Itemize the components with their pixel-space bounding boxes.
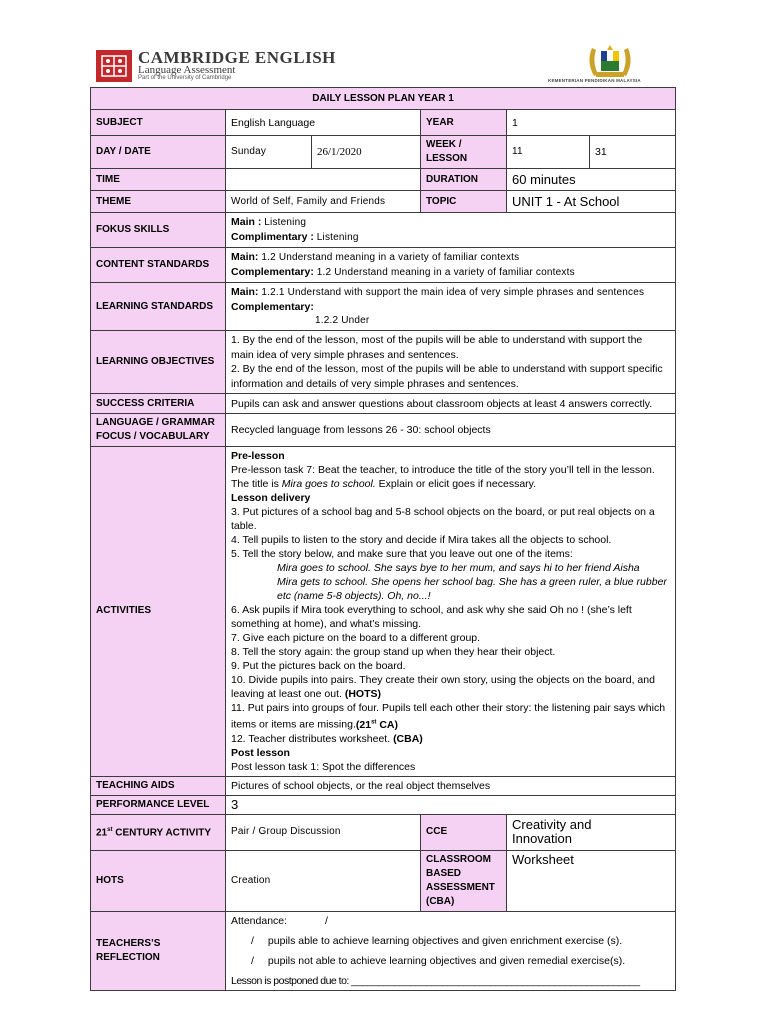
ministry-crest-icon — [582, 44, 638, 80]
time-value — [226, 169, 421, 191]
post-lesson-heading: Post lesson — [231, 746, 290, 759]
language-value: Recycled language from lessons 26 - 30: school objects — [226, 414, 676, 447]
step-10: 10. Divide pupils into pairs. They create their own story, using the objects on the board, and — [231, 674, 655, 686]
performance-label: PERFORMANCE LEVEL — [91, 795, 226, 814]
reflection-slash-2: / — [251, 954, 254, 967]
skills-comp-label: Complimentary : — [231, 231, 314, 243]
success-label: SUCCESS CRITERIA — [91, 394, 226, 414]
cce-value-1: Creativity and — [512, 817, 592, 832]
week-value: 11 — [507, 136, 590, 169]
org-subtitle: Language Assessment — [138, 64, 236, 76]
language-label-2: FOCUS / VOCABULARY — [96, 431, 210, 442]
cambridge-crest-icon — [96, 50, 132, 82]
hots-tag: (HOTS) — [344, 688, 382, 700]
century-label-a: 21 — [96, 827, 108, 839]
postponed-line: Lesson is postponed due to: ______________________________________________________ — [231, 974, 640, 987]
step-6: 6. Ask pupils if Mira took everything to school, and ask why she said Oh no ! (she’s left — [231, 604, 632, 616]
content-main-label: Main: — [231, 251, 259, 263]
plan-title: DAILY LESSON PLAN YEAR 1 — [91, 88, 676, 110]
pre-title-a: The title is — [231, 478, 279, 490]
pre-lesson-heading: Pre-lesson — [231, 450, 285, 462]
year-value: 1 — [507, 110, 676, 136]
time-label: TIME — [91, 169, 226, 191]
duration-value: 60 minutes — [507, 169, 676, 191]
cba-tag: (CBA) — [393, 732, 423, 745]
skills-label: FOKUS SKILLS — [91, 213, 226, 248]
story-line-3: etc (name 5-8 objects). Oh, no...! — [277, 590, 431, 602]
duration-label: DURATION — [421, 169, 507, 191]
content-label: CONTENT STANDARDS — [91, 248, 226, 283]
story-line-2: Mira gets to school. She opens her school bag. She has a green ruler, a blue rubber — [277, 576, 667, 588]
learning-main-label: Main: — [231, 286, 259, 298]
step-8: 8. Tell the story again: the group stand up when they hear their object. — [231, 646, 556, 658]
aids-value: Pictures of school objects, or the real object themselves — [226, 776, 676, 795]
activities-label: ACTIVITIES — [91, 447, 226, 777]
step-3-cont: table. — [231, 520, 257, 532]
pre-title-b: Explain or elicit goes if necessary. — [378, 478, 537, 490]
cce-value-2: Innovation — [512, 831, 572, 846]
learning-comp-label: Complementary: — [231, 301, 314, 313]
ministry-name: KEMENTERIAN PENDIDIKAN MALAYSIA — [548, 78, 641, 83]
day-value: Sunday — [226, 136, 312, 169]
content-comp: 1.2 Understand meaning in a variety of familiar contexts — [316, 267, 575, 278]
activities-value — [226, 447, 676, 777]
skills-main: Listening — [264, 217, 307, 228]
skills-comp: Listening — [316, 232, 359, 243]
date-value: 26/1/2020 — [312, 136, 421, 169]
delivery-heading: Lesson delivery — [231, 492, 311, 504]
objectives-value — [226, 331, 676, 394]
reflection-value — [226, 911, 676, 990]
theme-label: THEME — [91, 191, 226, 213]
step-3: 3. Put pictures of a school bag and 5-8 school objects on the board, or put real objects on a — [231, 506, 655, 518]
obj2-most: most — [361, 364, 384, 375]
content-comp-label: Complementary: — [231, 266, 314, 278]
lesson-value: 31 — [590, 136, 676, 169]
ca-tag-b: CA) — [376, 718, 398, 731]
cce-value — [507, 814, 676, 850]
post-lesson-task: Post lesson task 1: Spot the differences — [231, 760, 416, 773]
obj1-cont: main idea of very simple phrases and sentences. — [231, 349, 459, 361]
step-7: 7. Give each picture on the board to a different group. — [231, 632, 481, 644]
skills-main-label: Main : — [231, 216, 262, 228]
step-6-cont: something at home), and what’s missing. — [231, 618, 422, 630]
step-12: 12. Teacher distributes worksheet. — [231, 732, 391, 745]
obj2-start: 2. By the end of the lesson, — [231, 363, 359, 375]
obj1-start: 1. By the end of the lesson, — [231, 334, 359, 346]
step-10-cont: leaving at least one out. — [231, 688, 342, 700]
learning-value — [226, 283, 676, 331]
performance-value: 3 — [226, 795, 676, 814]
obj1-end: of the pupils will be able to understand with support the — [386, 334, 643, 346]
objectives-label: LEARNING OBJECTIVES — [91, 331, 226, 394]
success-value: Pupils can ask and answer questions about classroom objects at least 4 answers correctly. — [226, 394, 676, 414]
cba-label-2: ASSESSMENT (CBA) — [426, 881, 495, 907]
century-value: Pair / Group Discussion — [226, 814, 421, 850]
century-label-sup: st — [107, 827, 113, 834]
obj2-cont: information and details of very simple phrases and sentences. — [231, 378, 519, 390]
year-label: YEAR — [421, 110, 507, 136]
obj1-most: most — [361, 335, 384, 346]
aids-label: TEACHING AIDS — [91, 776, 226, 795]
step-9: 9. Put the pictures back on the board. — [231, 660, 406, 672]
pre-title-italic: Mira goes to school. — [281, 478, 376, 490]
learning-comp: 1.2.2 Under — [315, 315, 370, 326]
cba-value: Worksheet — [507, 850, 676, 911]
day-label: DAY / DATE — [91, 136, 226, 169]
reflection-slash-1: / — [251, 934, 254, 947]
theme-value: World of Self, Family and Friends — [226, 191, 421, 213]
subject-value: English Language — [226, 110, 421, 136]
learning-label: LEARNING STANDARDS — [91, 283, 226, 331]
reflection-line-1: pupils able to achieve learning objectives and given enrichment exercise (s). — [267, 934, 623, 947]
obj2-end: of the pupils will be able to understand with support specific — [386, 363, 663, 375]
language-label-1: LANGUAGE / GRAMMAR — [96, 417, 215, 428]
hots-value: Creation — [226, 850, 421, 911]
ca-tag-a: (21 — [355, 718, 372, 731]
org-tagline: Part of the University of Cambridge — [138, 75, 232, 81]
century-label — [91, 814, 226, 850]
step-4: 4. Tell pupils to listen to the story and decide if Mira takes all the objects to school. — [231, 534, 612, 546]
reflection-line-2: pupils not able to achieve learning objectives and given remedial exercise(s). — [267, 954, 626, 967]
century-label-b: CENTURY ACTIVITY — [112, 827, 211, 839]
reflection-label: TEACHERS’S REFLECTION — [91, 911, 226, 990]
org-title: CAMBRIDGE ENGLISH — [138, 48, 336, 67]
topic-label: TOPIC — [421, 191, 507, 213]
content-main: 1.2 Understand meaning in a variety of familiar contexts — [261, 252, 520, 263]
subject-label: SUBJECT — [91, 110, 226, 136]
cba-label — [421, 850, 507, 911]
story-line-1: Mira goes to school. She says bye to her mum, and says hi to her friend Aisha — [277, 562, 640, 574]
topic-value: UNIT 1 - At School — [507, 191, 676, 213]
attendance-slash: / — [325, 914, 328, 927]
lesson-plan-table — [90, 87, 676, 991]
week-label: WEEK / LESSON — [421, 136, 507, 169]
ca-tag-sup: st — [371, 719, 377, 725]
hots-label: HOTS — [91, 850, 226, 911]
learning-main: 1.2.1 Understand with support the main idea of very simple phrases and sentences — [261, 287, 645, 298]
step-11-cont: items or items are missing. — [231, 718, 356, 731]
step-5: 5. Tell the story below, and make sure that you leave out one of the items: — [231, 548, 573, 560]
cba-label-1: CLASSROOM BASED — [426, 853, 491, 879]
step-11: 11. Put pairs into groups of four. Pupils tell each other their story: the listening pair says which — [231, 702, 666, 714]
language-label — [91, 414, 226, 447]
cce-label: CCE — [421, 814, 507, 850]
page-header — [0, 0, 768, 88]
skills-value — [226, 213, 676, 248]
attendance-label: Attendance: — [231, 914, 288, 927]
content-value — [226, 248, 676, 283]
pre-lesson-task: Pre-lesson task 7: Beat the teacher, to introduce the title of the story you’ll tell in the lesson. — [231, 464, 655, 476]
